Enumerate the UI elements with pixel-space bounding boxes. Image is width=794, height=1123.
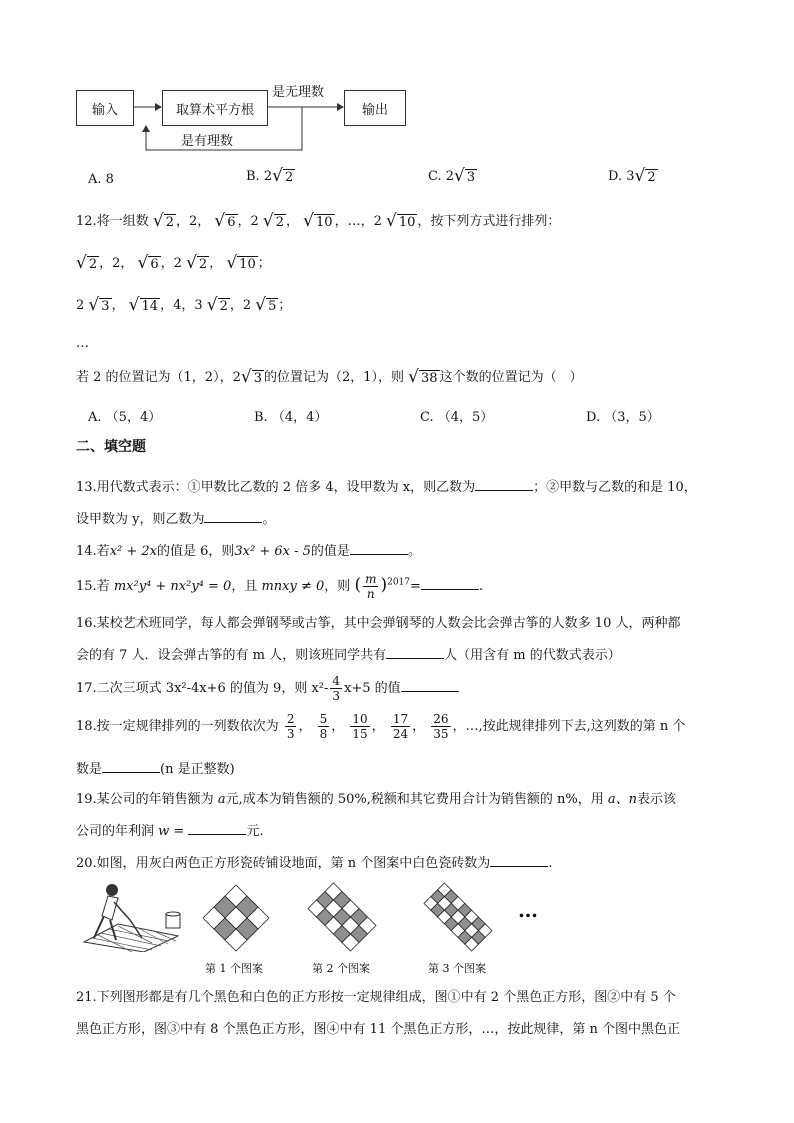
tile-pattern-2 <box>292 882 392 952</box>
flow-output-label: 输出 <box>361 102 388 118</box>
q11-option-d: D. 3 √ 2 <box>608 166 656 186</box>
q12-row-2: 2 √ 3 ， √ 14 ，4，3 √ 2 ，2 √ 5 ； <box>76 295 292 315</box>
flow-arrows <box>0 0 794 160</box>
q18-line-2: 数是 (n 是正整数) <box>76 762 235 777</box>
arrow-head-icon <box>142 125 150 132</box>
tile-pattern-3 <box>400 882 516 952</box>
q11-option-b: B. 2 √ 2 <box>246 166 294 186</box>
arrow-head-icon <box>337 103 344 111</box>
label-irrational: 是无理数 <box>272 85 325 100</box>
q12-intro: 12.将一组数 √ 2 ，2， √ 6 ，2 √ 2 ， √ 10 ，…，2 √ 10 ，按下列方式进行排列： <box>76 211 561 231</box>
q12-dots: … <box>76 336 89 351</box>
answer-blank[interactable] <box>421 577 479 590</box>
q16-line-2: 会的有 7 人．设会弹古筝的有 m 人，则该班同学共有 人（用含有 m 的代数式表示） <box>76 648 621 663</box>
section-2-title: 二、填空题 <box>76 439 146 455</box>
answer-blank[interactable] <box>350 542 408 555</box>
q11-option-a: A. 8 <box>88 172 114 187</box>
answer-blank[interactable] <box>204 510 262 523</box>
more-patterns-ellipsis: … <box>518 898 538 922</box>
answer-blank[interactable] <box>490 854 548 867</box>
flow-process-label: 取算术平方根 <box>175 102 254 118</box>
caption-pattern-3: 第 3 个图案 <box>428 962 486 975</box>
question-20: 20.如图，用灰白两色正方形瓷砖铺设地面，第 n 个图案中白色瓷砖数为 . <box>76 856 553 871</box>
q18-line-1: 18.按一定规律排列的一列数依次为 $\frac{2}{3}$ ， $\frac{5}{8}$ ， $\frac{10}{15}$ ， $\frac{17}{24}$ ， $\frac{26}{35}$ ，…,按此规律排列下去,这列数的第 n 个 <box>76 712 686 741</box>
q19-line-2: 公司的年利润 w = 元. <box>76 824 264 839</box>
q19-line-1: 19.某公司的年销售额为 a元,成本为销售额的 50%,税额和其它费用合计为销售额的 n%，用 a、n表示该 <box>76 792 677 807</box>
question-17: 17.二次三项式 3x²-4x+6 的值为 9，则 x²- $\frac{4}{3}$ x+5 的值 <box>76 674 459 703</box>
worker-illustration <box>78 880 184 952</box>
answer-blank[interactable] <box>102 760 160 773</box>
answer-blank[interactable] <box>475 478 533 491</box>
q12-condition: 若 2 的位置记为（1，2），2 √ 3 的位置记为（2，1），则 √ 38 这个数的位置记为（ ） <box>76 367 583 387</box>
q16-line-1: 16.某校艺术班同学，每人都会弹钢琴或古筝，其中会弹钢琴的人数会比会弹古筝的人数多 10 人，两种都 <box>76 616 681 631</box>
answer-blank[interactable] <box>386 646 444 659</box>
q12-option-a: A. （5，4） <box>88 410 162 425</box>
q12-row-1: √ 2 ，2， √ 6 ，2 √ 2 ， √ 10 ； <box>76 253 271 273</box>
arrow-head-icon <box>155 103 162 111</box>
q12-option-c: C. （4，5） <box>420 410 494 425</box>
q11-option-c: C. 2 √ 3 <box>428 166 476 186</box>
q12-option-b: B. （4，4） <box>254 410 328 425</box>
caption-pattern-1: 第 1 个图案 <box>205 962 263 975</box>
tile-pattern-1 <box>202 884 270 952</box>
flow-input-label: 输入 <box>91 102 118 118</box>
q21-line-2: 黑色正方形，图③中有 8 个黑色正方形，图④中有 11 个黑色正方形，…，按此规律，第 n 个图中黑色正 <box>76 1022 680 1037</box>
caption-pattern-2: 第 2 个图案 <box>312 962 370 975</box>
answer-blank[interactable] <box>401 679 459 692</box>
question-14: 14.若x² + 2x的值是 6，则3x² + 6x - 5的值是 。 <box>76 544 421 559</box>
question-15: 15.若 mx²y⁴ + nx²y⁴ = 0，且 mnxy ≠ 0，则 ( $\frac{m}{n}$ )$^{2017}$= . <box>76 572 484 601</box>
q13-line-1: 13.用代数式表示：①甲数比乙数的 2 倍多 4，设甲数为 x，则乙数为 ；②甲数与乙数的和是 10， <box>76 480 697 495</box>
q13-line-2: 设甲数为 y，则乙数为 。 <box>76 512 276 527</box>
q12-option-d: D. （3，5） <box>586 410 660 425</box>
label-rational: 是有理数 <box>181 134 234 149</box>
answer-blank[interactable] <box>188 822 246 835</box>
q21-line-1: 21.下列图形都是有几个黑色和白色的正方形按一定规律组成，图①中有 2 个黑色正方形，图②中有 5 个 <box>76 990 676 1005</box>
